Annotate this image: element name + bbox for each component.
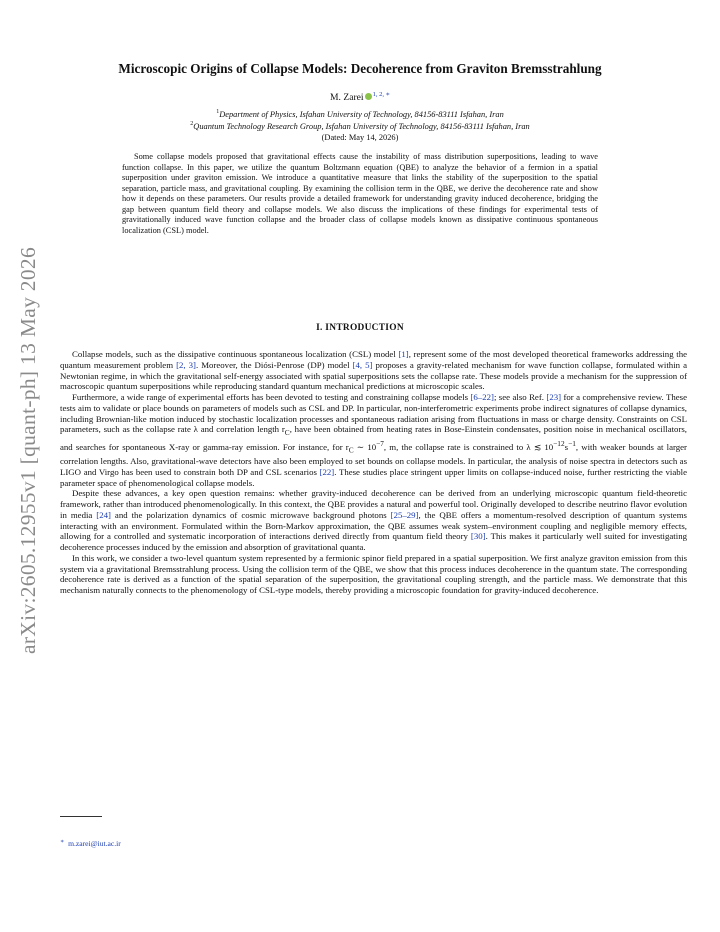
math-superscript: −12 (553, 438, 565, 448)
intro-paragraph-3 (60, 488, 687, 553)
affiliation-1 (60, 109, 660, 119)
math-subscript: C (348, 445, 354, 455)
citation-link[interactable]: [6–22] (470, 392, 494, 402)
text-span: , with weaker bounds at larger correlation lengths. Also, gravitational-wave detectors have also been employed to set bounds on collapse models. In particular, the analysis of noise spectra in detectors such as LIGO and Virgo has been used to constrain both DP and CSL scenarios (60, 441, 687, 477)
text-span: and the polarization dynamics of cosmic microwave background photons (110, 509, 391, 520)
footnote-divider (60, 816, 102, 817)
affiliation-2 (60, 121, 660, 131)
intro-paragraph-1 (60, 349, 687, 392)
math-subscript: C (284, 428, 290, 437)
text-span: Despite these advances, a key open question remains: whether gravity-induced decoherence can be derived from an underlying microscopic quantum field-theoretic framework, rather than introduced phenomenologically. In this context, the QBE provides a natural and powerful tool. Originally developed to describe neutrino flavor evolution in media (60, 488, 687, 520)
citation-link[interactable]: [4, 5] (352, 359, 373, 370)
affiliation-2-text: Quantum Technology Research Group, Isfahan University of Technology, 84156-83111 Isfahan, Iran (193, 121, 530, 131)
author-email-link[interactable]: m.zarei@iut.ac.ir (68, 839, 121, 848)
section-heading-introduction: I. INTRODUCTION (316, 323, 404, 333)
orcid-icon[interactable] (365, 93, 372, 100)
text-span: . Moreover, the Diósi-Penrose (DP) model (195, 359, 353, 370)
intro-paragraph-4: In this work, we consider a two-level quantum system represented by a fermionic spinor field prepared in a spatial superposition. We first analyze graviton emission from this system via a gravitational Bremsstrahlung process. Using the collision term of the QBE, we show that this process induces decoherence in the quantum state. The corresponding decoherence rate is derived as a function of the spatial separation of the superposition, the gravitational coupling strength, and the particle mass. We demonstrate that this mechanism naturally connects to the phenomenology of CSL-type models, thereby providing a microscopic foundation for gravity-induced decoherence. (60, 552, 687, 596)
citation-link[interactable]: [30] (470, 531, 486, 542)
affiliation-1-number: 1 (216, 109, 220, 115)
introduction-body (60, 349, 687, 596)
citation-link[interactable]: [23] (546, 392, 562, 402)
dated-line: (Dated: May 14, 2026) (321, 133, 399, 142)
math-superscript: −7 (376, 438, 384, 448)
math-superscript: −1 (568, 438, 576, 448)
footnote (60, 838, 121, 848)
text-span: proposes a gravity-related mechanism for wave function collapse, formulated within a Newtonian regime, in which the gravitational self-energy associated with spatial superpositions sets the collapse rate. These models provide a mechanism for the suppression of macroscopic quantum superpositions while reproducing standard quantum mechanical predictions at microscopic scales. (60, 359, 687, 392)
paper-title: Microscopic Origins of Collapse Models: Decoherence from Graviton Bremsstrahlung (118, 61, 602, 76)
abstract: Some collapse models proposed that gravitational effects cause the instability of mass distribution superpositions, leading to wave function collapse. In this paper, we utilize the quantum Boltzmann equation (QBE) to analyze the behavior of a fermion in a spatial superposition under graviton emission. We introduce a quantitative measure that links the stability of the superposition to the spatial separation, particle mass, and gravitational coupling. By examining the collision term in the QBE, we derive the decoherence rate and show how it depends on these parameters. Our results provide a detailed framework for understanding gravity induced decoherence, bridging the gap between quantum field theory and collapse models. We also discuss the implications of these findings for experimental tests of gravitationally induced wave function collapse and the broader class of collapse models known as dissipative continuous spontaneous localization (CSL) model. (122, 152, 598, 235)
citation-link[interactable]: [1] (398, 349, 409, 359)
author-line (60, 90, 660, 103)
text-span: , the QBE offers a momentum-resolved description of quantum systems interacting with an environment. Formulated within the Born-Markov approximation, the QBE assumes weak system–environment coupling and negligible memory effects, allowing for a controlled and systematic incorporation of interactions derived directly from quantum field theory (60, 509, 687, 542)
affiliation-2-number: 2 (190, 121, 194, 127)
text-span: . These studies place stringent upper limits on collapse-induced noise, further restricting the viable parameter space of phenomenological collapse models. (60, 466, 687, 488)
text-span: Collapse models, such as the dissipative continuous spontaneous localization (CSL) model (72, 349, 399, 359)
citation-link[interactable]: [24] (96, 509, 111, 520)
text-span: , have been obtained from heating rates in Bose-Einstein condensates, position noise in mechanical oscillators, and searches for spontaneous X-ray or gamma-ray emission. For instance, for r (60, 424, 687, 452)
text-span: , represent some of the most developed theoretical frameworks addressing the quantum measurement problem (60, 349, 687, 370)
text-span: . This makes it particularly well suited for investigating decoherence processes induced by the emission and absorption of gravitational quanta. (60, 531, 687, 553)
text-span: ∼ 10 (353, 441, 377, 452)
affiliation-1-text: Department of Physics, Isfahan University of Technology, 84156-83111 Isfahan, Iran (219, 109, 504, 119)
intro-paragraph-2 (60, 392, 687, 488)
text-span: s (564, 441, 569, 452)
footnote-mark: ∗ (60, 839, 65, 845)
text-span: ; see also Ref. (493, 392, 547, 402)
arxiv-identifier-stamp: arXiv:2605.12955v1 [quant-ph] 13 May 2026 (16, 246, 40, 654)
text-span: , m, the collapse rate is constrained to λ ≲ 10 (383, 441, 554, 452)
text-span: Furthermore, a wide range of experimental efforts has been devoted to testing and constraining collapse models (72, 392, 471, 402)
citation-link[interactable]: [22] (319, 466, 335, 477)
author-affiliation-marks[interactable]: 1, 2, ∗ (372, 91, 390, 98)
author-name: M. Zarei (330, 92, 364, 104)
citation-link[interactable]: [25–29] (390, 509, 419, 520)
citation-link[interactable]: [2, 3] (176, 359, 196, 370)
text-span: for a comprehensive review. These tests aim to validate or place bounds on parameters of models such as CSL and DP. In particular, non-interferometric experiments probe indirect signatures of collapse dynamics, including Brownian-like motion induced by stochastic localization processes and spontaneous radiation arising from fluctuations in mass or charge density. Constraints on CSL parameters, such as the collapse rate λ and correlation length r (60, 392, 687, 435)
